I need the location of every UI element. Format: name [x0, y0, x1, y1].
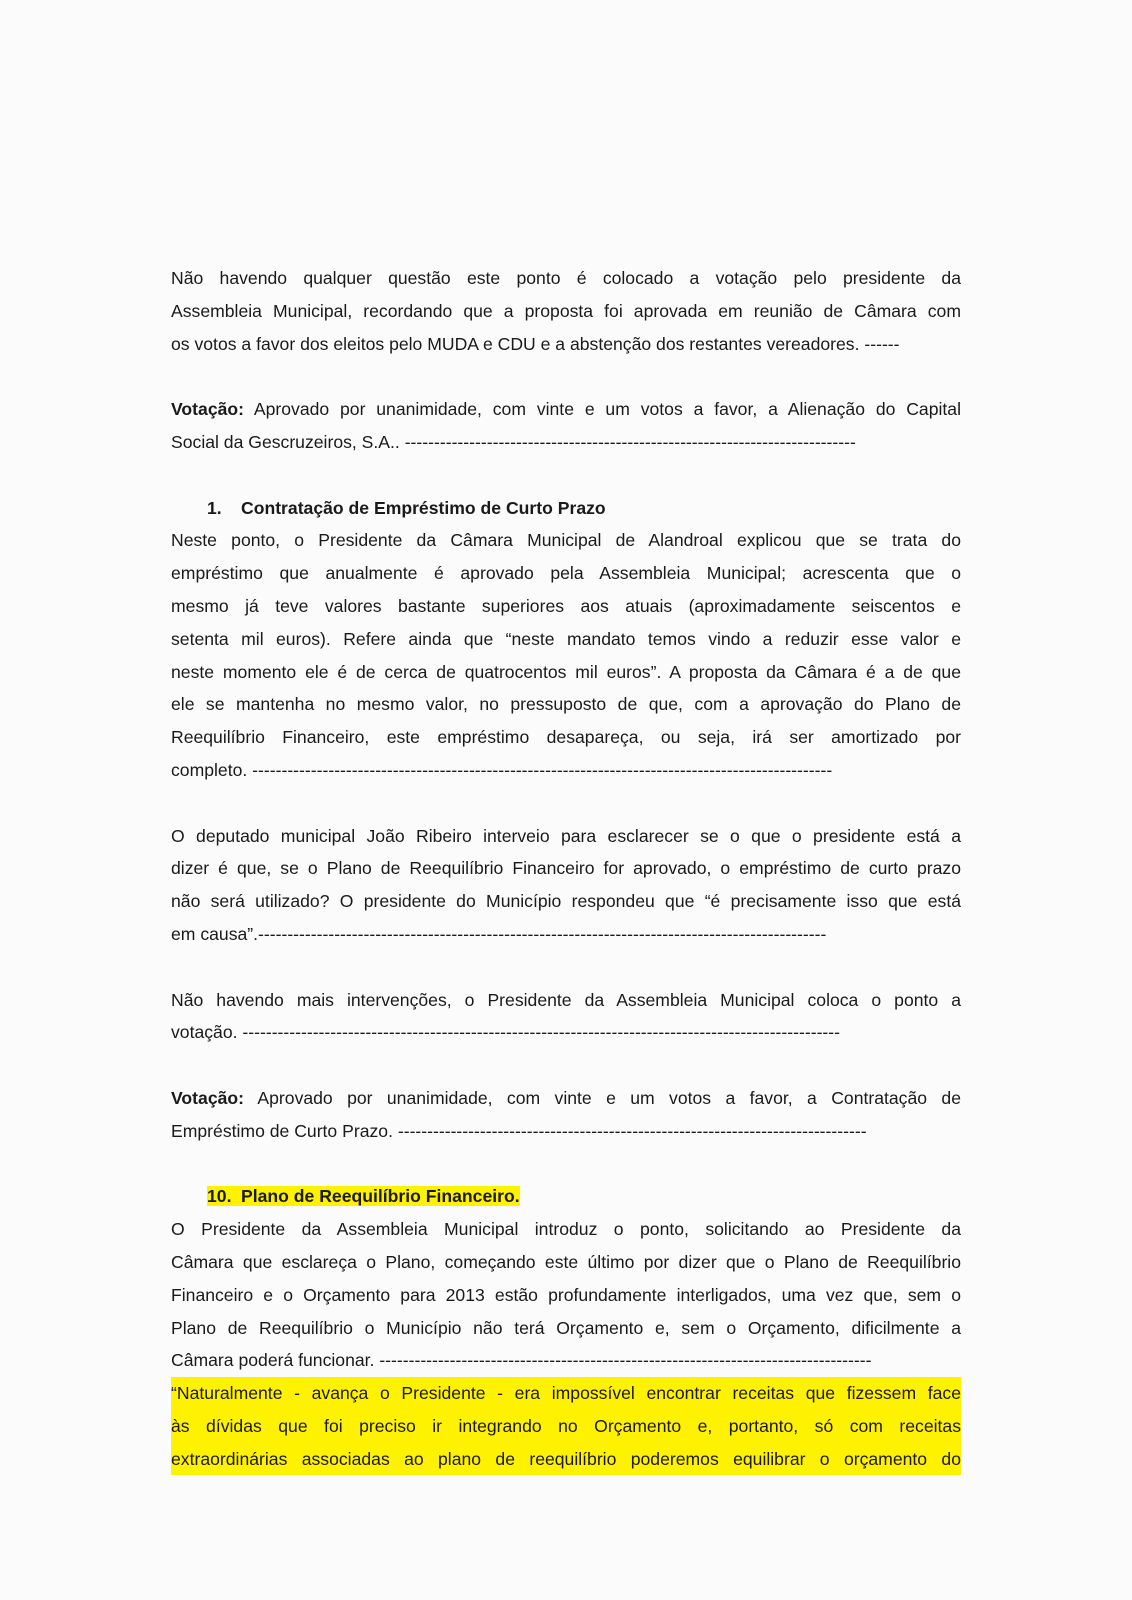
section-number: 10.	[207, 1186, 232, 1207]
text-line: Plano de Reequilíbrio o Município não terá Orçamento e, sem o Orçamento, dificilmente a	[171, 1317, 961, 1338]
spacer	[171, 360, 961, 393]
paragraph	[171, 524, 961, 786]
text-line: não será utilizado? O presidente do Município respondeu que “é precisamente isso que está	[171, 891, 961, 912]
text-line: Câmara poderá funcionar. ------------------------------------------------------------------------------------	[171, 1350, 872, 1371]
text-line: dizer é que, se o Plano de Reequilíbrio Financeiro for aprovado, o empréstimo de curto prazo	[171, 858, 961, 879]
text-line: neste momento ele é de cerca de quatrocentos mil euros”. A proposta da Câmara é a de que	[171, 661, 961, 682]
text-line	[171, 393, 961, 426]
section-title: Contratação de Empréstimo de Curto Prazo	[241, 497, 606, 518]
spacer	[171, 459, 961, 492]
vote-text: Aprovado por unanimidade, com vinte e um votos a favor, a Contratação de	[244, 1087, 961, 1108]
text-line: O Presidente da Assembleia Municipal introduz o ponto, solicitando ao Presidente da	[171, 1219, 961, 1240]
section-title: Plano de Reequilíbrio Financeiro.	[241, 1186, 520, 1207]
paragraph	[171, 820, 961, 951]
section-heading	[171, 492, 961, 525]
vote-label: Votação:	[171, 1087, 244, 1108]
text-line: completo. ---------------------------------------------------------------------------------------------------	[171, 759, 833, 780]
section-heading-highlighted	[171, 1180, 961, 1213]
vote-result	[171, 1082, 961, 1148]
text-line: votação. ------------------------------------------------------------------------------------------------------	[171, 1022, 841, 1043]
vote-text: Aprovado por unanimidade, com vinte e um votos a favor, a Alienação do Capital	[244, 399, 961, 420]
spacer	[171, 951, 961, 984]
highlighted-line: às dívidas que foi preciso ir integrando no Orçamento e, portanto, só com receitas	[171, 1410, 961, 1443]
section-number: 1.	[207, 497, 222, 518]
paragraph	[171, 1213, 961, 1377]
highlighted-line: extraordinárias associadas ao plano de reequilíbrio poderemos equilibrar o orçamento do	[171, 1443, 961, 1476]
vote-result	[171, 393, 961, 459]
text-line: Assembleia Municipal, recordando que a proposta foi aprovada em reunião de Câmara com	[171, 300, 961, 321]
text-line: ele se mantenha no mesmo valor, no pressuposto de que, com a aprovação do Plano de	[171, 694, 961, 715]
spacer	[171, 787, 961, 820]
text-line: em causa”.-------------------------------------------------------------------------------------------------	[171, 923, 827, 944]
text-line: empréstimo que anualmente é aprovado pela Assembleia Municipal; acrescenta que o	[171, 563, 961, 584]
spacer	[171, 1148, 961, 1181]
paragraph	[171, 262, 961, 360]
highlighted-line: “Naturalmente - avança o Presidente - era impossível encontrar receitas que fizessem face	[171, 1377, 961, 1410]
vote-label: Votação:	[171, 399, 244, 420]
text-line: O deputado municipal João Ribeiro interveio para esclarecer se o que o presidente está a	[171, 825, 961, 846]
text-line	[171, 1082, 961, 1115]
text-line: mesmo já teve valores bastante superiores aos atuais (aproximadamente seiscentos e	[171, 595, 961, 616]
highlighted-heading	[207, 1186, 520, 1206]
text-line: Reequilíbrio Financeiro, este empréstimo desapareça, ou seja, irá ser amortizado por	[171, 727, 961, 748]
text-line: Não havendo qualquer questão este ponto é colocado a votação pelo presidente da	[171, 268, 961, 288]
text-line: setenta mil euros). Refere ainda que “neste mandato temos vindo a reduzir esse valor e	[171, 628, 961, 649]
text-line: Câmara que esclareça o Plano, começando este último por dizer que o Plano de Reequilíbrio	[171, 1251, 961, 1272]
document-page	[171, 262, 961, 1475]
text-line: Social da Gescruzeiros, S.A.. -----------------------------------------------------------------------------	[171, 431, 856, 452]
text-line: Neste ponto, o Presidente da Câmara Municipal de Alandroal explicou que se trata do	[171, 530, 961, 551]
text-line: Financeiro e o Orçamento para 2013 estão profundamente interligados, uma vez que, sem o	[171, 1284, 961, 1305]
spacer	[171, 1049, 961, 1082]
highlighted-paragraph	[171, 1377, 961, 1475]
text-line: os votos a favor dos eleitos pelo MUDA e CDU e a abstenção dos restantes vereadores. ------	[171, 333, 900, 354]
paragraph	[171, 984, 961, 1050]
text-line: Não havendo mais intervenções, o Presidente da Assembleia Municipal coloca o ponto a	[171, 989, 961, 1010]
text-line: Empréstimo de Curto Prazo. --------------------------------------------------------------------------------	[171, 1120, 867, 1141]
